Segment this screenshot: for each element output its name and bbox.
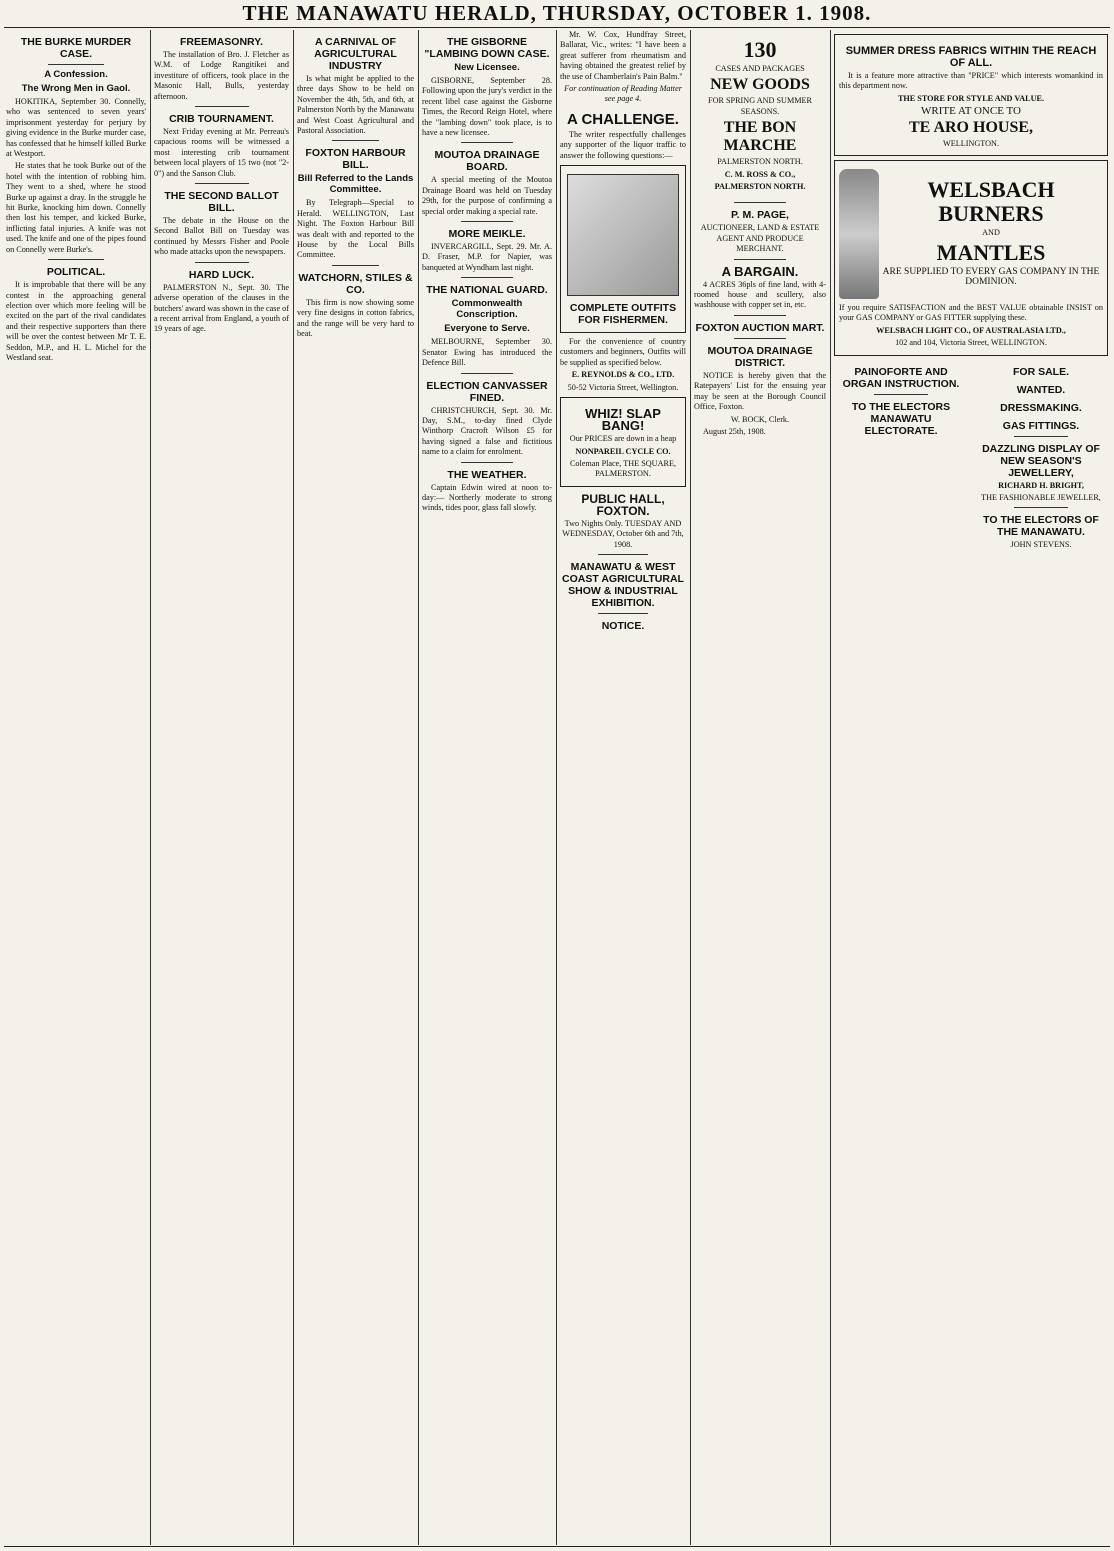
rule (461, 277, 513, 278)
ad-text: WRITE AT ONCE TO (921, 105, 1021, 118)
firm-address: Coleman Place, THE SQUARE, PALMERSTON. (569, 458, 677, 479)
article-text: A special meeting of the Moutoa Drainage Board was held on Tuesday 29th, for the purpose of confirming a special order making a special rate. (422, 175, 552, 216)
rule (734, 202, 787, 203)
ad-title: SUMMER DRESS FABRICS WITHIN THE REACH OF ALL. (845, 45, 1097, 69)
article-text: PALMERSTON N., Sept. 30. The adverse operation of the clauses in the butchers' award was shown in the case of a recent arrival from England, a youth of 19 years of age. (154, 282, 289, 334)
column-2 (154, 30, 289, 1545)
ad-text: Our PRICES are down in a heap (569, 434, 677, 444)
article-text: The installation of Bro. J. Fletcher as W.M. of Lodge Rangitikei and investiture of officers, took place in the Masonic Hall, Bulls, yesterday afternoon. (154, 50, 289, 101)
ad-text: THE BON MARCHE (723, 119, 797, 155)
column-divider (418, 30, 419, 1545)
column-divider (830, 30, 831, 1545)
ad-text: PALMERSTON NORTH. (714, 182, 806, 192)
article-text: Next Friday evening at Mr. Perreau's capacious rooms will be witnessed a most interesting crib tournament between local players of 15 two (not "2-0") and the Sanson Club. (154, 127, 289, 178)
ad-title: FOXTON AUCTION MART. (695, 321, 825, 334)
rule (1014, 436, 1068, 437)
ad-title: PUBLIC HALL, FOXTON. (581, 491, 665, 518)
fisherman-illustration (567, 174, 679, 296)
advertisement-te-aro (834, 34, 1108, 156)
article-text: This firm is now showing some very fine designs in cotton fabrics, and the range will be very hard to beat. (297, 297, 414, 339)
headline: A CARNIVAL OF AGRICULTURAL INDUSTRY (314, 36, 397, 72)
article-text: Mr. W. Cox, Hundfray Street, Ballarat, Vic., writes: "I have been a great sufferer from rheumatism and having obtained the greatest relief by the use of Chamberlain's Pain Balm." (560, 30, 686, 81)
article-text: GISBORNE, September 28. Following upon the jury's verdict in the recent libel case against the Gisborne Times, the Record Reign Hotel, where the "lambing down" took place, is to have a new licensee. (422, 76, 552, 138)
ad-big-number: 130 (743, 37, 777, 62)
headline: MORE MEIKLE. (448, 228, 526, 241)
ad-title: WANTED. (1016, 383, 1066, 396)
notice-text: NOTICE is hereby given that the Ratepayers' List for the ensuing year may be seen at the Borough Council Office, Foxton. (694, 370, 826, 412)
rule (48, 64, 104, 65)
rule (734, 259, 787, 260)
ad-title: DRESSMAKING. (1000, 401, 1082, 414)
rule (195, 183, 249, 184)
headline: THE NATIONAL GUARD. (426, 284, 548, 297)
column-7 (834, 30, 1108, 1545)
masthead: THE MANAWATU HERALD, THURSDAY, OCTOBER 1. 1908. (242, 1, 872, 25)
headline: FOXTON HARBOUR BILL. (305, 147, 406, 172)
ad-text: PALMERSTON NORTH. (717, 157, 803, 167)
notice-date: August 25th, 1908. (703, 426, 766, 436)
ad-title: COMPLETE OUTFITS FOR FISHERMEN. (569, 302, 677, 327)
rule (195, 106, 249, 107)
headline: WATCHORN, STILES & CO. (298, 271, 413, 296)
subheadline: Bill Referred to the Lands Committee. (297, 173, 414, 196)
classifieds (834, 360, 1108, 553)
lamp-illustration (839, 169, 879, 299)
ad-text: TE ARO HOUSE, (908, 118, 1034, 136)
ad-text: ARE SUPPLIED TO EVERY GAS COMPANY IN THE DOMINION. (882, 266, 1100, 288)
welsbach-header (839, 165, 1103, 303)
ad-text: 102 and 104, Victoria Street, WELLINGTON. (895, 338, 1047, 348)
column-3 (297, 30, 414, 1545)
ad-text: Two Nights Only. TUESDAY AND WEDNESDAY, October 6th and 7th, 1908. (562, 518, 684, 549)
ad-title: GAS FITTINGS. (1002, 419, 1080, 432)
subheadline: The Wrong Men in Gaol. (21, 83, 131, 94)
ad-text: It is a feature more attractive than "PRICE" which interests womankind in this department now. (839, 71, 1103, 91)
ad-text: AUCTIONEER, LAND & ESTATE AGENT AND PRODUCE MERCHANT. (700, 223, 820, 254)
ad-title: FOR SALE. (1012, 365, 1069, 378)
ad-text: 4 ACRES 36pls of fine land, with 4-roomed house and scullery, also washhouse with copper set in, etc. (694, 279, 826, 310)
ad-text: C. M. ROSS & CO., (724, 169, 796, 179)
rule (598, 613, 648, 614)
ad-title: NOTICE. (601, 619, 645, 632)
headline: MOUTOA DRAINAGE BOARD. (434, 149, 540, 174)
ad-title: WHIZ! SLAP BANG! (585, 406, 661, 434)
welsbach-title (879, 178, 1103, 289)
ad-text: If you require SATISFACTION and the BEST VALUE obtainable INSIST on your GAS COMPANY or GAS FITTER supplying these. (839, 303, 1103, 323)
headline: FREEMASONRY. (179, 36, 264, 48)
ad-text: CASES AND PACKAGES (715, 64, 805, 73)
ad-title: TO THE ELECTORS OF THE MANAWATU. (983, 514, 1099, 539)
ad-text: AND (982, 228, 1000, 238)
article-text: INVERCARGILL, Sept. 29. Mr. A. D. Fraser, M.P. for Napier, was banqueted at Wyndham last night. (422, 242, 552, 272)
headline: THE WEATHER. (447, 468, 527, 481)
headline: CRIB TOURNAMENT. (169, 113, 274, 126)
article-text: It is improbable that there will be any contest in the approaching general election over which more feeling will be excited on the part of the rival candidates and their respective supporters than there will be over the contest between Mr T. E. Seddon, M.P., and H. L. Michel for the Westland seat. (6, 280, 146, 362)
firm-name: RICHARD H. BRIGHT, (998, 480, 1084, 490)
firm-name: NONPAREIL CYCLE CO. (575, 446, 671, 456)
article-text: He states that he took Burke out of the hotel with the intention of robbing him. They went to a shed, where he stood Burke up against a dray. In the struggle he hit Burke, knocking him down. Connelly then lost his temper, and kicked Burke, inflicting fatal injuries. A knife was not used. The knife and one of the pipes found on Connelly were Burke's. (6, 161, 146, 254)
ad-text: NEW GOODS (710, 76, 810, 94)
column-4 (422, 30, 552, 1545)
column-divider (556, 30, 557, 1545)
ad-title: MANTLES (936, 239, 1046, 265)
classifieds-right (974, 360, 1108, 553)
advertisement-fishing (560, 165, 686, 333)
ad-title: P. M. PAGE, (731, 209, 789, 222)
ad-title: MANAWATU & WEST COAST AGRICULTURAL SHOW & INDUSTRIAL EXHIBITION. (562, 560, 684, 609)
notice-signature: W. BOCK, Clerk. (730, 414, 790, 424)
column-divider (690, 30, 691, 1545)
column-5 (560, 30, 686, 1545)
rule (461, 373, 513, 374)
subheadline: A Confession. (44, 69, 108, 80)
headline: ELECTION CANVASSER FINED. (426, 379, 548, 404)
advertisement-welsbach (834, 160, 1108, 356)
rule (332, 140, 379, 141)
column-6 (694, 30, 826, 1545)
column-1 (6, 30, 146, 1545)
ad-title: A BARGAIN. (721, 263, 799, 279)
ad-title: DAZZLING DISPLAY OF NEW SEASON'S JEWELLERY, (982, 442, 1100, 479)
article-text: HOKITIKA, September 30. Connelly, who was sentenced to seven years' imprisonment yesterday for perjury by giving evidence in the Burke murder case, has confessed that he himself killed Burke at Westport. (6, 97, 146, 159)
headline: THE GISBORNE "LAMBING DOWN CASE. (424, 36, 550, 60)
ad-text: WELSBACH LIGHT CO., OF AUSTRALASIA LTD., (876, 325, 1066, 335)
rule (734, 338, 787, 339)
firm-address: 50-52 Victoria Street, Wellington. (567, 382, 679, 392)
article-text: By Telegraph—Special to Herald. WELLINGTON, Last Night. The Foxton Harbour Bill was dealt with and reported to the House by the Local Bills Committee. (297, 198, 414, 260)
rule (461, 462, 513, 463)
subheadline: New Licensee. (454, 62, 520, 73)
signature: JOHN STEVENS. (1010, 540, 1072, 550)
continuation-note: For continuation of Reading Matter see page 4. (564, 84, 682, 104)
ad-text: THE FASHIONABLE JEWELLER, (981, 493, 1101, 503)
column-divider (150, 30, 151, 1545)
rule (195, 262, 249, 263)
article-text: Is what might be applied to the three days Show to be held on November the 4th, 5th, and 6th, at Palmerston North by the Manawatu and West Coast Agricultural and Pastoral Association. (297, 74, 414, 136)
ad-title: TO THE ELECTORS MANAWATU ELECTORATE. (851, 400, 951, 437)
advertisement-cycle (560, 397, 686, 487)
headline: POLITICAL. (46, 266, 106, 279)
masthead-rule (4, 27, 1110, 28)
ad-title: WELSBACH BURNERS (927, 177, 1055, 227)
headline: HARD LUCK. (188, 268, 255, 281)
rule (1014, 507, 1068, 508)
column-divider (293, 30, 294, 1545)
ad-text: FOR SPRING AND SUMMER SEASONS. (708, 96, 812, 116)
headline: THE SECOND BALLOT BILL. (164, 190, 279, 215)
classifieds-left (834, 360, 968, 553)
article-text: The debate in the House on the Second Ballot Bill on Tuesday was continued by Messrs Fisher and Poole who made attacks upon the newspapers. (154, 216, 289, 257)
ad-text: For the convenience of country customers and beginners, Outfits will be supplied as specified below. (560, 337, 686, 367)
ad-text: THE STORE FOR STYLE AND VALUE. (897, 93, 1045, 103)
ad-title: PAINOFORTE AND ORGAN INSTRUCTION. (842, 365, 960, 390)
ad-title: MOUTOA DRAINAGE DISTRICT. (707, 344, 813, 369)
article-text: CHRISTCHURCH, Sept. 30. Mr. Day, S.M., to-day fined Clyde Winthorp Cracroft Wilson £5 for having signed a false and fictitious name to a claim for enrolment. (422, 405, 552, 457)
rule (734, 315, 787, 316)
subheadline: Commonwealth Conscription. (451, 298, 523, 321)
advertisement-bon-marche (694, 34, 826, 198)
rule (332, 265, 379, 266)
article-text: The writer respectfully challenges any supporter of the liquor traffic to answer the following questions:— (560, 129, 686, 160)
article-text: Captain Edwin wired at noon to-day:— Northerly moderate to strong winds, tides poor, glass fall slowly. (422, 482, 552, 513)
rule (598, 554, 648, 555)
rule (461, 221, 513, 222)
headline: A CHALLENGE. (567, 110, 679, 128)
rule (874, 394, 928, 395)
subheadline: Everyone to Serve. (444, 323, 530, 335)
firm-name: E. REYNOLDS & CO., LTD. (571, 370, 675, 380)
bottom-rule (4, 1546, 1110, 1547)
rule (48, 259, 104, 260)
headline: THE BURKE MURDER CASE. (20, 36, 132, 60)
ad-text: WELLINGTON. (942, 138, 999, 148)
rule (461, 142, 513, 143)
article-text: MELBOURNE, September 30. Senator Ewing has introduced the Defence Bill. (422, 337, 552, 368)
